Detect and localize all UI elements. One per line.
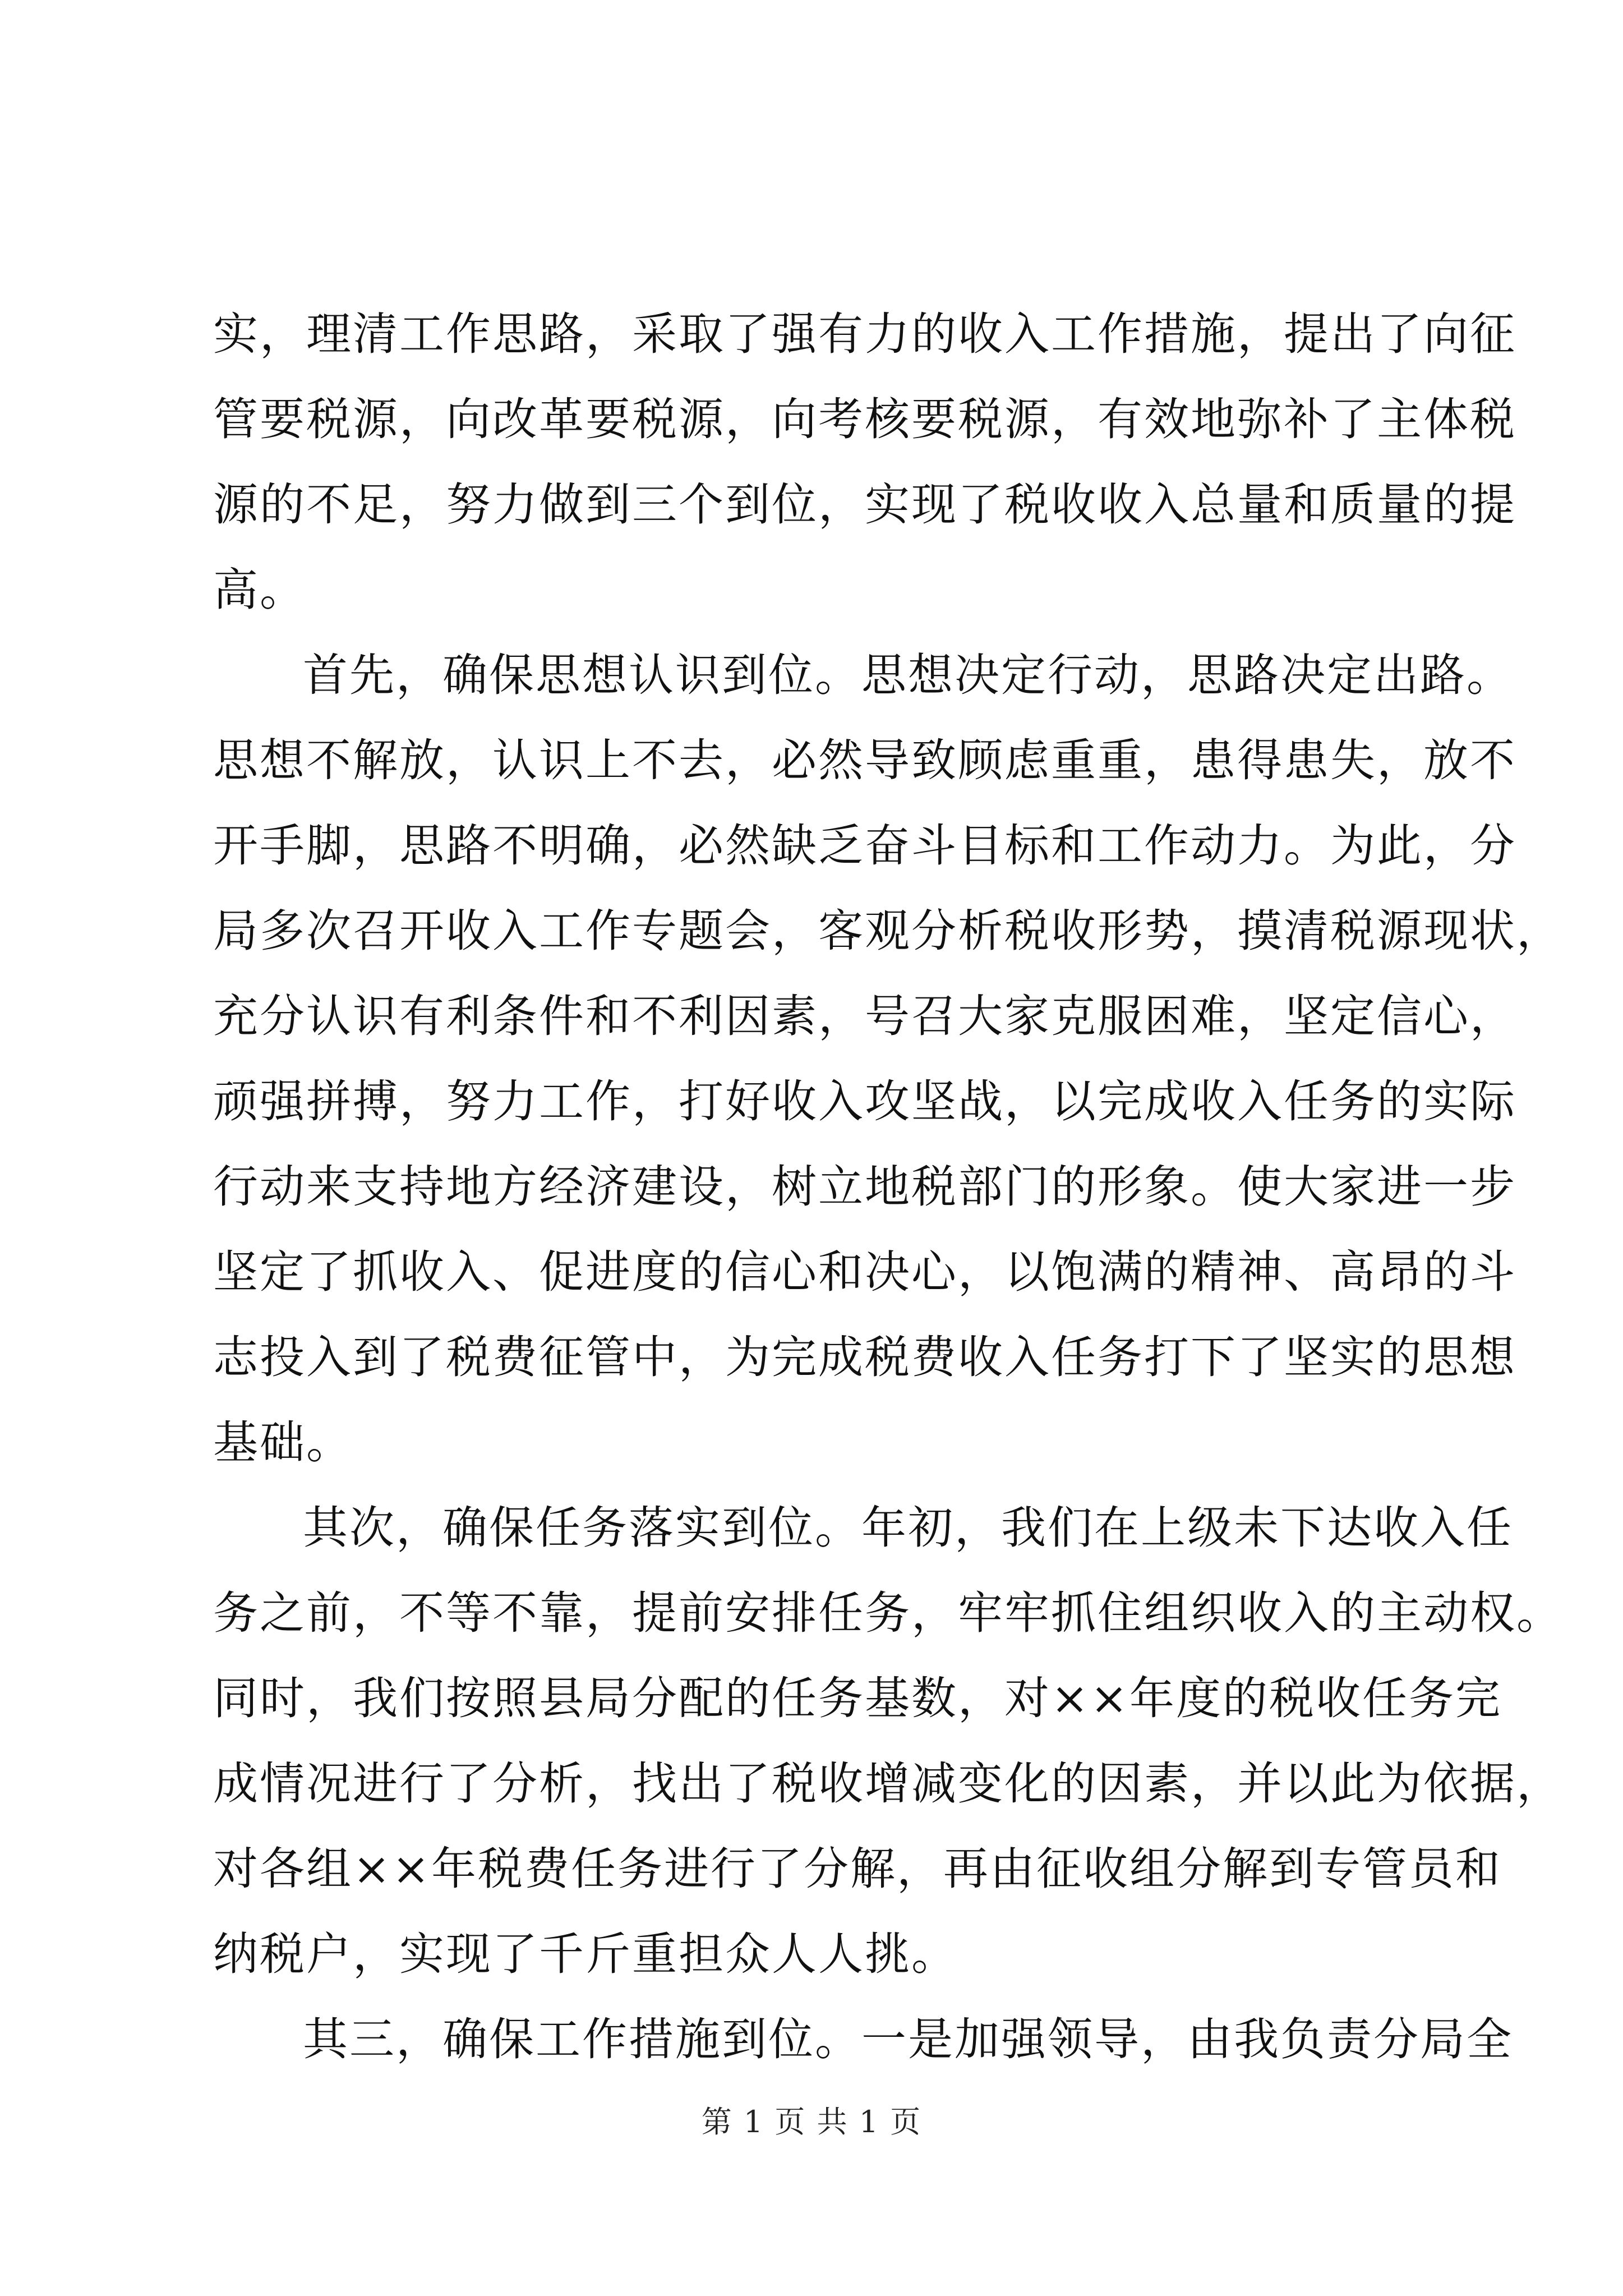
text-line: 顽强拼搏，努力工作，打好收入攻坚战，以完成收入任务的实际 [213,1075,1516,1128]
text-line: 首先，确保思想认识到位。思想决定行动，思路决定出路。 [303,649,1513,701]
text-line: 对各组××年税费任务进行了分解，再由征收组分解到专管员和 [213,1843,1502,1895]
text-line: 其次，确保任务落实到位。年初，我们在上级未下达收入任 [303,1502,1513,1554]
document-body [213,292,1563,2082]
text-line: 坚定了抓收入、促进度的信心和决心，以饱满的精神、高昂的斗 [213,1246,1516,1298]
page-footer: 第 1 页 共 1 页 [701,2104,922,2139]
text-line: 其三，确保工作措施到位。一是加强领导，由我负责分局全 [303,2013,1513,2065]
text-line: 高。 [213,564,306,616]
text-line: 成情况进行了分析，找出了税收增减变化的因素，并以此为依据， [213,1757,1563,1810]
text-line: 纳税户，实现了千斤重担众人人挑。 [213,1928,958,1980]
text-line: 思想不解放，认识上不去，必然导致顾虑重重，患得患失，放不 [213,734,1516,786]
text-line: 务之前，不等不靠，提前安排任务，牢牢抓住组织收入的主动权。 [213,1587,1563,1639]
text-line: 开手脚，思路不明确，必然缺乏奋斗目标和工作动力。为此，分 [213,820,1516,872]
text-line: 基础。 [213,1416,353,1469]
text-line: 局多次召开收入工作专题会，客观分析税收形势，摸清税源现状， [213,905,1563,957]
text-line: 志投入到了税费征管中，为完成税费收入任务打下了坚实的思想 [213,1331,1516,1383]
text-line: 管要税源，向改革要税源，向考核要税源，有效地弥补了主体税 [213,393,1516,445]
text-line: 源的不足，努力做到三个到位，实现了税收收入总量和质量的提 [213,478,1516,531]
text-line: 同时，我们按照县局分配的任务基数，对××年度的税收任务完 [213,1672,1502,1724]
text-line: 充分认识有利条件和不利因素，号召大家克服困难，坚定信心， [213,990,1516,1042]
text-line: 实，理清工作思路，采取了强有力的收入工作措施，提出了向征 [213,308,1516,360]
text-line: 行动来支持地方经济建设，树立地税部门的形象。使大家进一步 [213,1161,1516,1213]
